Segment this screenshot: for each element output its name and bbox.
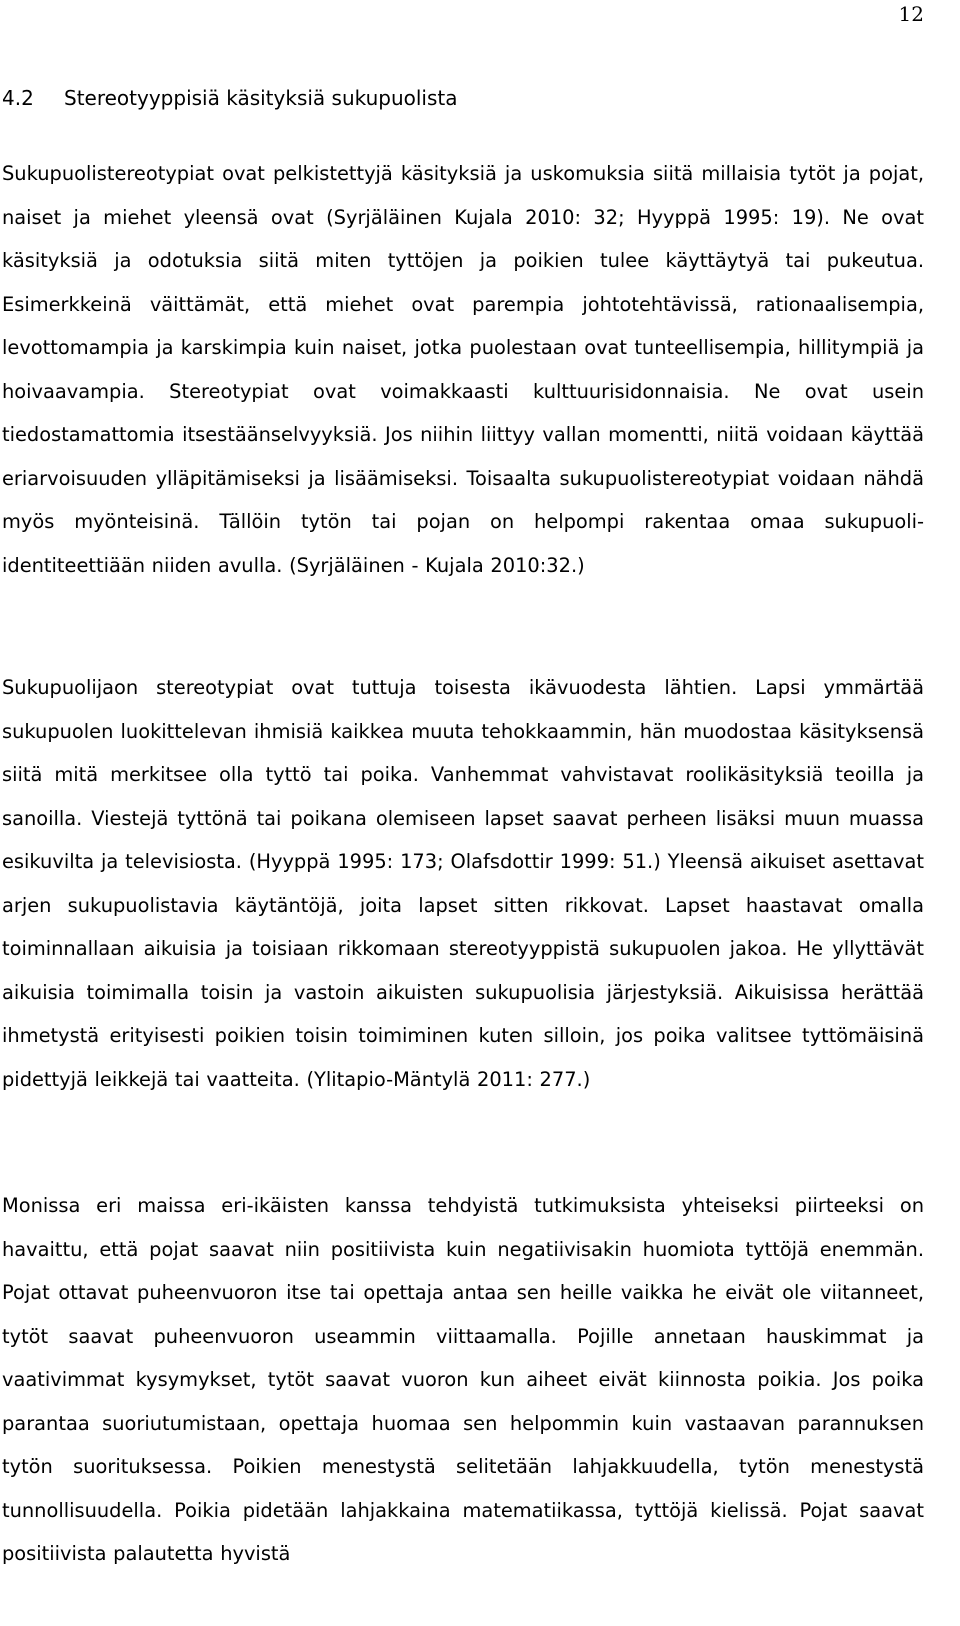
page-number: 12 xyxy=(898,2,924,26)
body-paragraph: Monissa eri maissa eri-ikäisten kanssa tehdyistä tutkimuksista yhteiseksi piirteeksi on havaittu, että pojat saavat niin positiivista kuin negatiivisakin huomiota tyttöjä enemmän. Pojat ottavat puheenvuoron itse tai opettaja antaa sen heille vaikka he eivät ole viitanneet, tytöt saavat puheenvuoron useammin viittaamalla. Pojille annetaan hauskimmat ja vaativimmat kysymykset, tytöt saavat vuoron kun aiheet eivät kiinnosta poikia. Jos poika parantaa suoriutumistaan, opettaja huomaa sen helpommin kuin vastaavan parannuksen tytön suorituksessa. Poikien menestystä selitetään lahjakkuudella, tytön menestystä tunnollisuudella. Poikia pidetään lahjakkaina matematiikassa, tyttöjä kielissä. Pojat saavat positiivista palautetta hyvistä xyxy=(2,1194,924,1565)
section-heading xyxy=(2,84,458,112)
section-number: 4.2 xyxy=(2,86,34,110)
body-paragraph: Sukupuolistereotypiat ovat pelkistettyjä käsityksiä ja uskomuksia siitä millaisia tytöt ja pojat, naiset ja miehet yleensä ovat (Syrjäläinen Kujala 2010: 32; Hyyppä 1995: 19). Ne ovat käsityksiä ja odotuksia siitä miten tyttöjen ja poikien tulee käyttäytyä tai pukeutua. Esimerkkeinä väittämät, että miehet ovat parempia johtotehtävissä, rationaalisempia, levottomampia ja karskimpia kuin naiset, jotka puolestaan ovat tunteellisempia, hillitympiä ja hoivaavampia. Stereotypiat ovat voimakkaasti kulttuurisidonnaisia. Ne ovat usein tiedostamattomia itsestäänselvyyksiä. Jos niihin liittyy vallan momentti, niitä voidaan käyttää eriarvoisuuden ylläpitämiseksi ja lisäämiseksi. Toisaalta sukupuolistereotypiat voidaan nähdä myös myönteisinä. Tällöin tytön tai pojan on helpompi rakentaa omaa sukupuoli-identiteettiään niiden avulla. (Syrjäläinen - Kujala 2010:32.) xyxy=(2,162,924,577)
section-title: Stereotyyppisiä käsityksiä sukupuolista xyxy=(64,86,458,110)
body-paragraph: Sukupuolijaon stereotypiat ovat tuttuja toisesta ikävuodesta lähtien. Lapsi ymmärtää sukupuolen luokittelevan ihmisiä kaikkea muuta tehokkaammin, hän muodostaa käsityksensä siitä mitä merkitsee olla tyttö tai poika. Vanhemmat vahvistavat roolikäsityksiä teoilla ja sanoilla. Viestejä tyttönä tai poikana olemiseen lapset saavat perheen lisäksi muun muassa esikuvilta ja televisiosta. (Hyyppä 1995: 173; Olafsdottir 1999: 51.) Yleensä aikuiset asettavat arjen sukupuolistavia käytäntöjä, joita lapset sitten rikkovat. Lapset haastavat omalla toiminnallaan aikuisia ja toisiaan rikkomaan stereotyyppistä sukupuolen jakoa. He yllyttävät aikuisia toimimalla toisin ja vastoin aikuisten sukupuolisia järjestyksiä. Aikuisissa herättää ihmetystä erityisesti poikien toisin toimiminen kuten silloin, jos poika valitsee tyttömäisinä pidettyjä leikkejä tai vaatteita. (Ylitapio-Mäntylä 2011: 277.) xyxy=(2,676,924,1091)
